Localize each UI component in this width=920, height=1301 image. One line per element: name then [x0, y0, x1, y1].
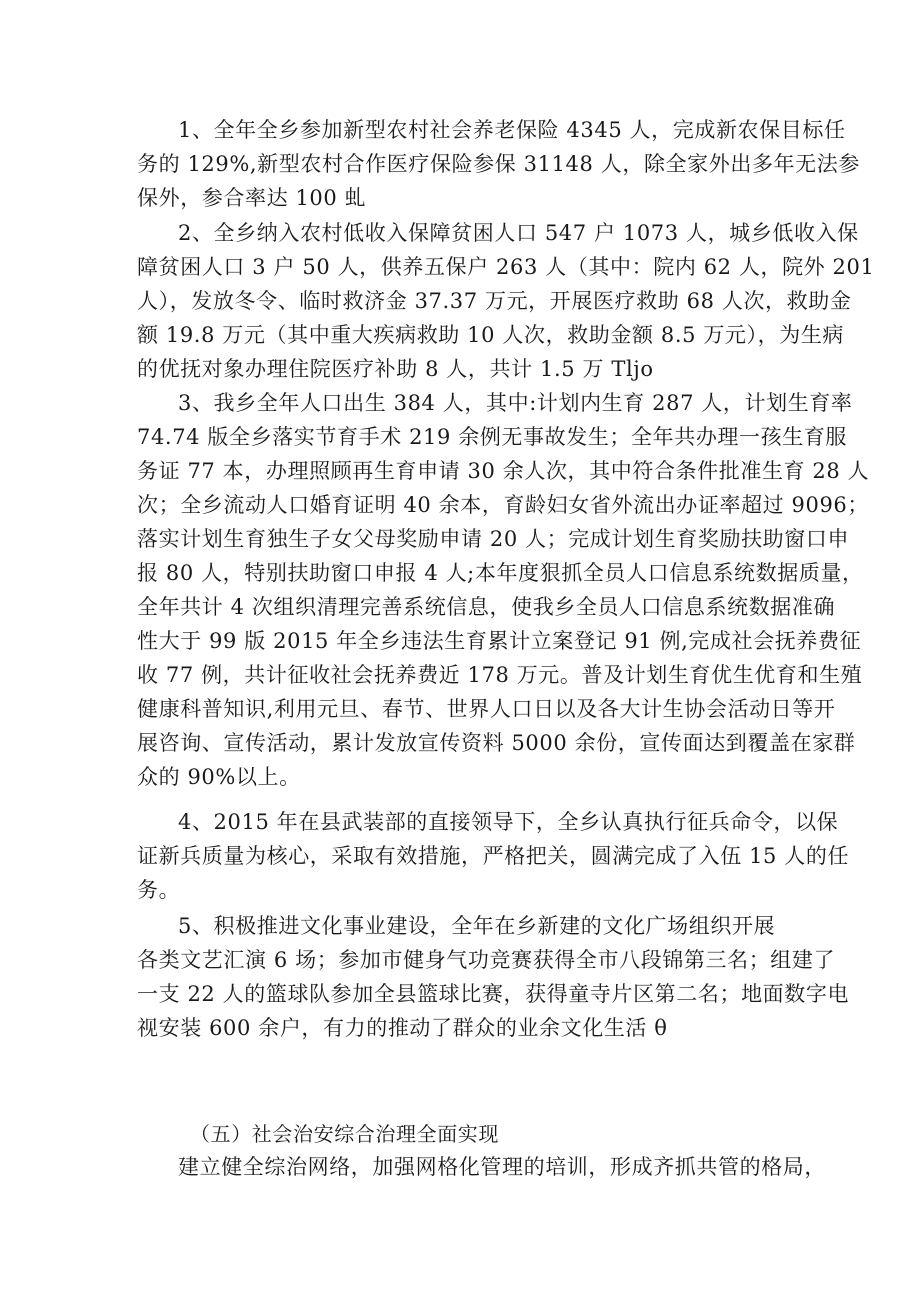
text-line: 务的 129%,新型农村合作医疗保险参保 31148 人，除全家外出多年无法参	[137, 152, 860, 176]
text-line: 74.74 版全乡落实节育手术 219 余例无事故发生；全年共办理一孩生育服	[137, 425, 848, 449]
text-line: 人），发放冬令、临时救济金 37.37 万元，开展医疗救助 68 人次，救助金	[137, 289, 852, 313]
text-line: 保外，参合率达 100 虬	[137, 186, 367, 210]
text-line: 众的 90%以上。	[137, 765, 301, 789]
text-line: 展咨询、宣传活动，累计发放宣传资料 5000 余份，宣传面达到覆盖在家群	[137, 731, 856, 755]
text-line: 视安装 600 余户，有力的推动了群众的业余文化生活 θ	[137, 1016, 668, 1040]
text-line: 证新兵质量为核心，采取有效措施，严格把关，圆满完成了入伍 15 人的任	[137, 844, 850, 868]
text-line: 次；全乡流动人口婚育证明 40 余本，育龄妇女省外流出办证率超过 9096；	[137, 493, 869, 517]
text-line: 性大于 99 版 2015 年全乡违法生育累计立案登记 91 例,完成社会抚养费征	[137, 629, 862, 653]
text-line: 务。	[137, 878, 181, 902]
text-line: 全年共计 4 次组织清理完善系统信息，使我乡全员人口信息系统数据准确	[137, 595, 836, 619]
text-line: 5、积极推进文化事业建设，全年在乡新建的文化广场组织开展	[178, 914, 776, 938]
section-heading: （五）社会治安综合治理全面实现	[190, 1122, 499, 1146]
text-line: 一支 22 人的篮球队参加全县篮球比赛，获得童寺片区第二名；地面数字电	[137, 982, 850, 1006]
text-line: 2、全乡纳入农村低收入保障贫困人口 547 户 1073 人，城乡低收入保	[178, 221, 859, 245]
text-line: 额 19.8 万元（其中重大疾病救助 10 人次，救助金额 8.5 万元），为生病	[137, 323, 845, 347]
text-line: 务证 77 本，办理照顾再生育申请 30 余人次，其中符合条件批准生育 28 人	[137, 459, 870, 483]
text-line: 的优抚对象办理住院医疗补助 8 人，共计 1.5 万 Tljo	[137, 357, 654, 381]
text-line: 健康科普知识,利用元旦、春节、世界人口日以及各大计生协会活动日等开	[137, 697, 836, 721]
text-line: 落实计划生育独生子女父母奖励申请 20 人；完成计划生育奖励扶助窗口申	[137, 527, 850, 551]
text-line: 1、全年全乡参加新型农村社会养老保险 4345 人，完成新农保目标任	[178, 118, 846, 142]
text-line: 报 80 人，特别扶助窗口申报 4 人;本年度狠抓全员人口信息系统数据质量，	[137, 561, 864, 585]
text-line: 收 77 例，共计征收社会抚养费近 178 万元。普及计划生育优生优育和生殖	[137, 663, 863, 687]
text-line: 3、我乡全年人口出生 384 人，其中:计划内生育 287 人，计划生育率	[178, 391, 853, 415]
text-line: 建立健全综治网络，加强网格化管理的培训，形成齐抓共管的格局，	[178, 1155, 826, 1179]
text-line: 障贫困人口 3 户 50 人，供养五保户 263 人（其中：院内 62 人，院外 201	[137, 255, 875, 279]
text-line: 4、2015 年在县武装部的直接领导下，全乡认真执行征兵命令，以保	[178, 810, 839, 834]
text-line: 各类文艺汇演 6 场；参加市健身气功竞赛获得全市八段锦第三名；组建了	[137, 948, 836, 972]
